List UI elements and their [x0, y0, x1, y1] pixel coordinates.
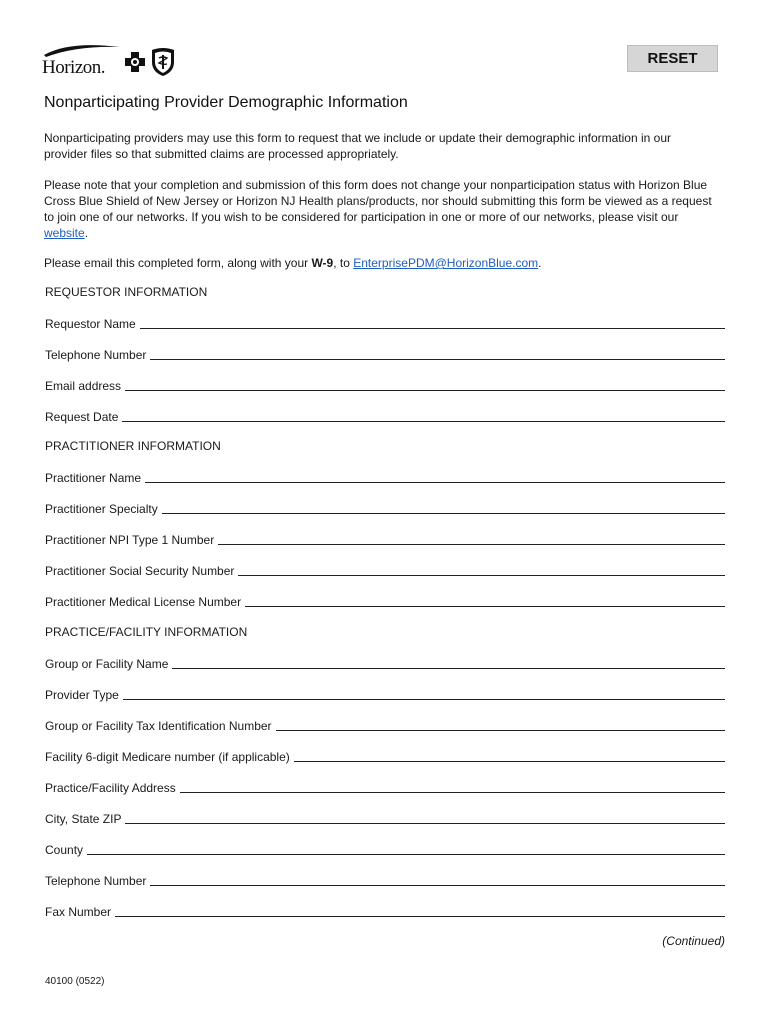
field-label: Requestor Name: [45, 317, 136, 331]
website-link[interactable]: website: [44, 226, 85, 240]
field-label: Request Date: [45, 410, 119, 424]
email-instruction-end: .: [538, 256, 542, 270]
field-label: Practitioner Name: [45, 471, 142, 485]
facility-telephone-input[interactable]: [150, 874, 725, 886]
field-label: City, State ZIP: [45, 812, 122, 826]
county-input[interactable]: [87, 843, 725, 855]
note-end: .: [84, 226, 89, 240]
section-heading-facility: PRACTICE/FACILITY INFORMATION: [45, 625, 248, 639]
page-title: Nonparticipating Provider Demographic Information: [44, 94, 408, 111]
form-code: 40100 (0522): [45, 976, 105, 987]
intro-paragraph: Nonparticipating providers may use this form to request that we include or update their demographic information in our provider files so that submitted claims are processed appropriately.: [44, 131, 671, 161]
field-practitioner-license: [45, 593, 725, 609]
field-provider-type: [45, 686, 725, 702]
note-paragraph: [44, 177, 724, 241]
email-instruction-middle: , to: [333, 256, 354, 270]
w9-label: W-9: [311, 256, 334, 270]
provider-type-input[interactable]: [123, 688, 725, 700]
fax-number-input[interactable]: [115, 905, 725, 917]
field-requestor-name: [45, 315, 725, 331]
field-label: Telephone Number: [45, 348, 147, 362]
field-city-state-zip: [45, 810, 725, 826]
field-county: [45, 841, 725, 857]
email-address-input[interactable]: [125, 379, 725, 391]
field-label: Facility 6-digit Medicare number (if applicable): [45, 750, 290, 764]
field-practitioner-npi: [45, 531, 725, 547]
field-practitioner-specialty: [45, 500, 725, 516]
field-label: Practitioner Social Security Number: [45, 564, 235, 578]
field-label: Practitioner NPI Type 1 Number: [45, 533, 215, 547]
horizon-logo: [42, 43, 182, 79]
field-request-date: [45, 408, 725, 424]
field-telephone-number: [45, 346, 725, 362]
requestor-telephone-input[interactable]: [150, 348, 725, 360]
facility-address-input[interactable]: [180, 781, 725, 793]
note-text: Please note that your completion and submission of this form does not change your nonparticipation status with Horizon Blue Cross Blue Shield of New Jersey or Horizon NJ Health plans/products, nor should submitting this form be viewed as a request to join one of our networks. If you wish to be considered for participation in one or more of our networks, please visit our: [44, 178, 712, 224]
practitioner-specialty-input[interactable]: [162, 502, 725, 514]
medicare-number-input[interactable]: [294, 750, 725, 762]
email-link[interactable]: EnterprisePDM@HorizonBlue.com: [353, 256, 539, 270]
field-label: Fax Number: [45, 905, 112, 919]
practitioner-license-input[interactable]: [245, 595, 725, 607]
requestor-name-input[interactable]: [140, 317, 725, 329]
field-label: Email address: [45, 379, 122, 393]
request-date-input[interactable]: [122, 410, 725, 422]
field-facility-telephone: [45, 872, 725, 888]
field-facility-name: [45, 655, 725, 671]
tax-id-input[interactable]: [276, 719, 725, 731]
field-practitioner-name: [45, 469, 725, 485]
field-label: County: [45, 843, 84, 857]
blue-shield-icon: [150, 47, 176, 77]
field-label: Provider Type: [45, 688, 119, 702]
field-medicare-number: [45, 748, 725, 764]
section-heading-practitioner: PRACTITIONER INFORMATION: [45, 439, 221, 453]
field-label: Group or Facility Name: [45, 657, 169, 671]
city-state-zip-input[interactable]: [125, 812, 725, 824]
field-practitioner-ssn: [45, 562, 725, 578]
facility-name-input[interactable]: [172, 657, 725, 669]
field-label: Practitioner Specialty: [45, 502, 158, 516]
logo-wordmark: Horizon.: [42, 57, 106, 78]
practitioner-name-input[interactable]: [145, 471, 725, 483]
reset-button[interactable]: RESET: [627, 45, 718, 72]
section-heading-requestor: REQUESTOR INFORMATION: [45, 285, 208, 299]
field-email-address: [45, 377, 725, 393]
field-label: Group or Facility Tax Identification Number: [45, 719, 272, 733]
field-label: Practitioner Medical License Number: [45, 595, 242, 609]
email-instruction: [44, 255, 724, 271]
practitioner-ssn-input[interactable]: [238, 564, 725, 576]
field-label: Telephone Number: [45, 874, 147, 888]
continued-note: (Continued): [662, 934, 725, 948]
field-label: Practice/Facility Address: [45, 781, 176, 795]
field-facility-address: [45, 779, 725, 795]
field-fax-number: [45, 903, 725, 919]
practitioner-npi-input[interactable]: [218, 533, 725, 545]
email-instruction-before: Please email this completed form, along with your: [44, 256, 312, 270]
field-tax-id: [45, 717, 725, 733]
blue-cross-icon: [124, 51, 146, 73]
